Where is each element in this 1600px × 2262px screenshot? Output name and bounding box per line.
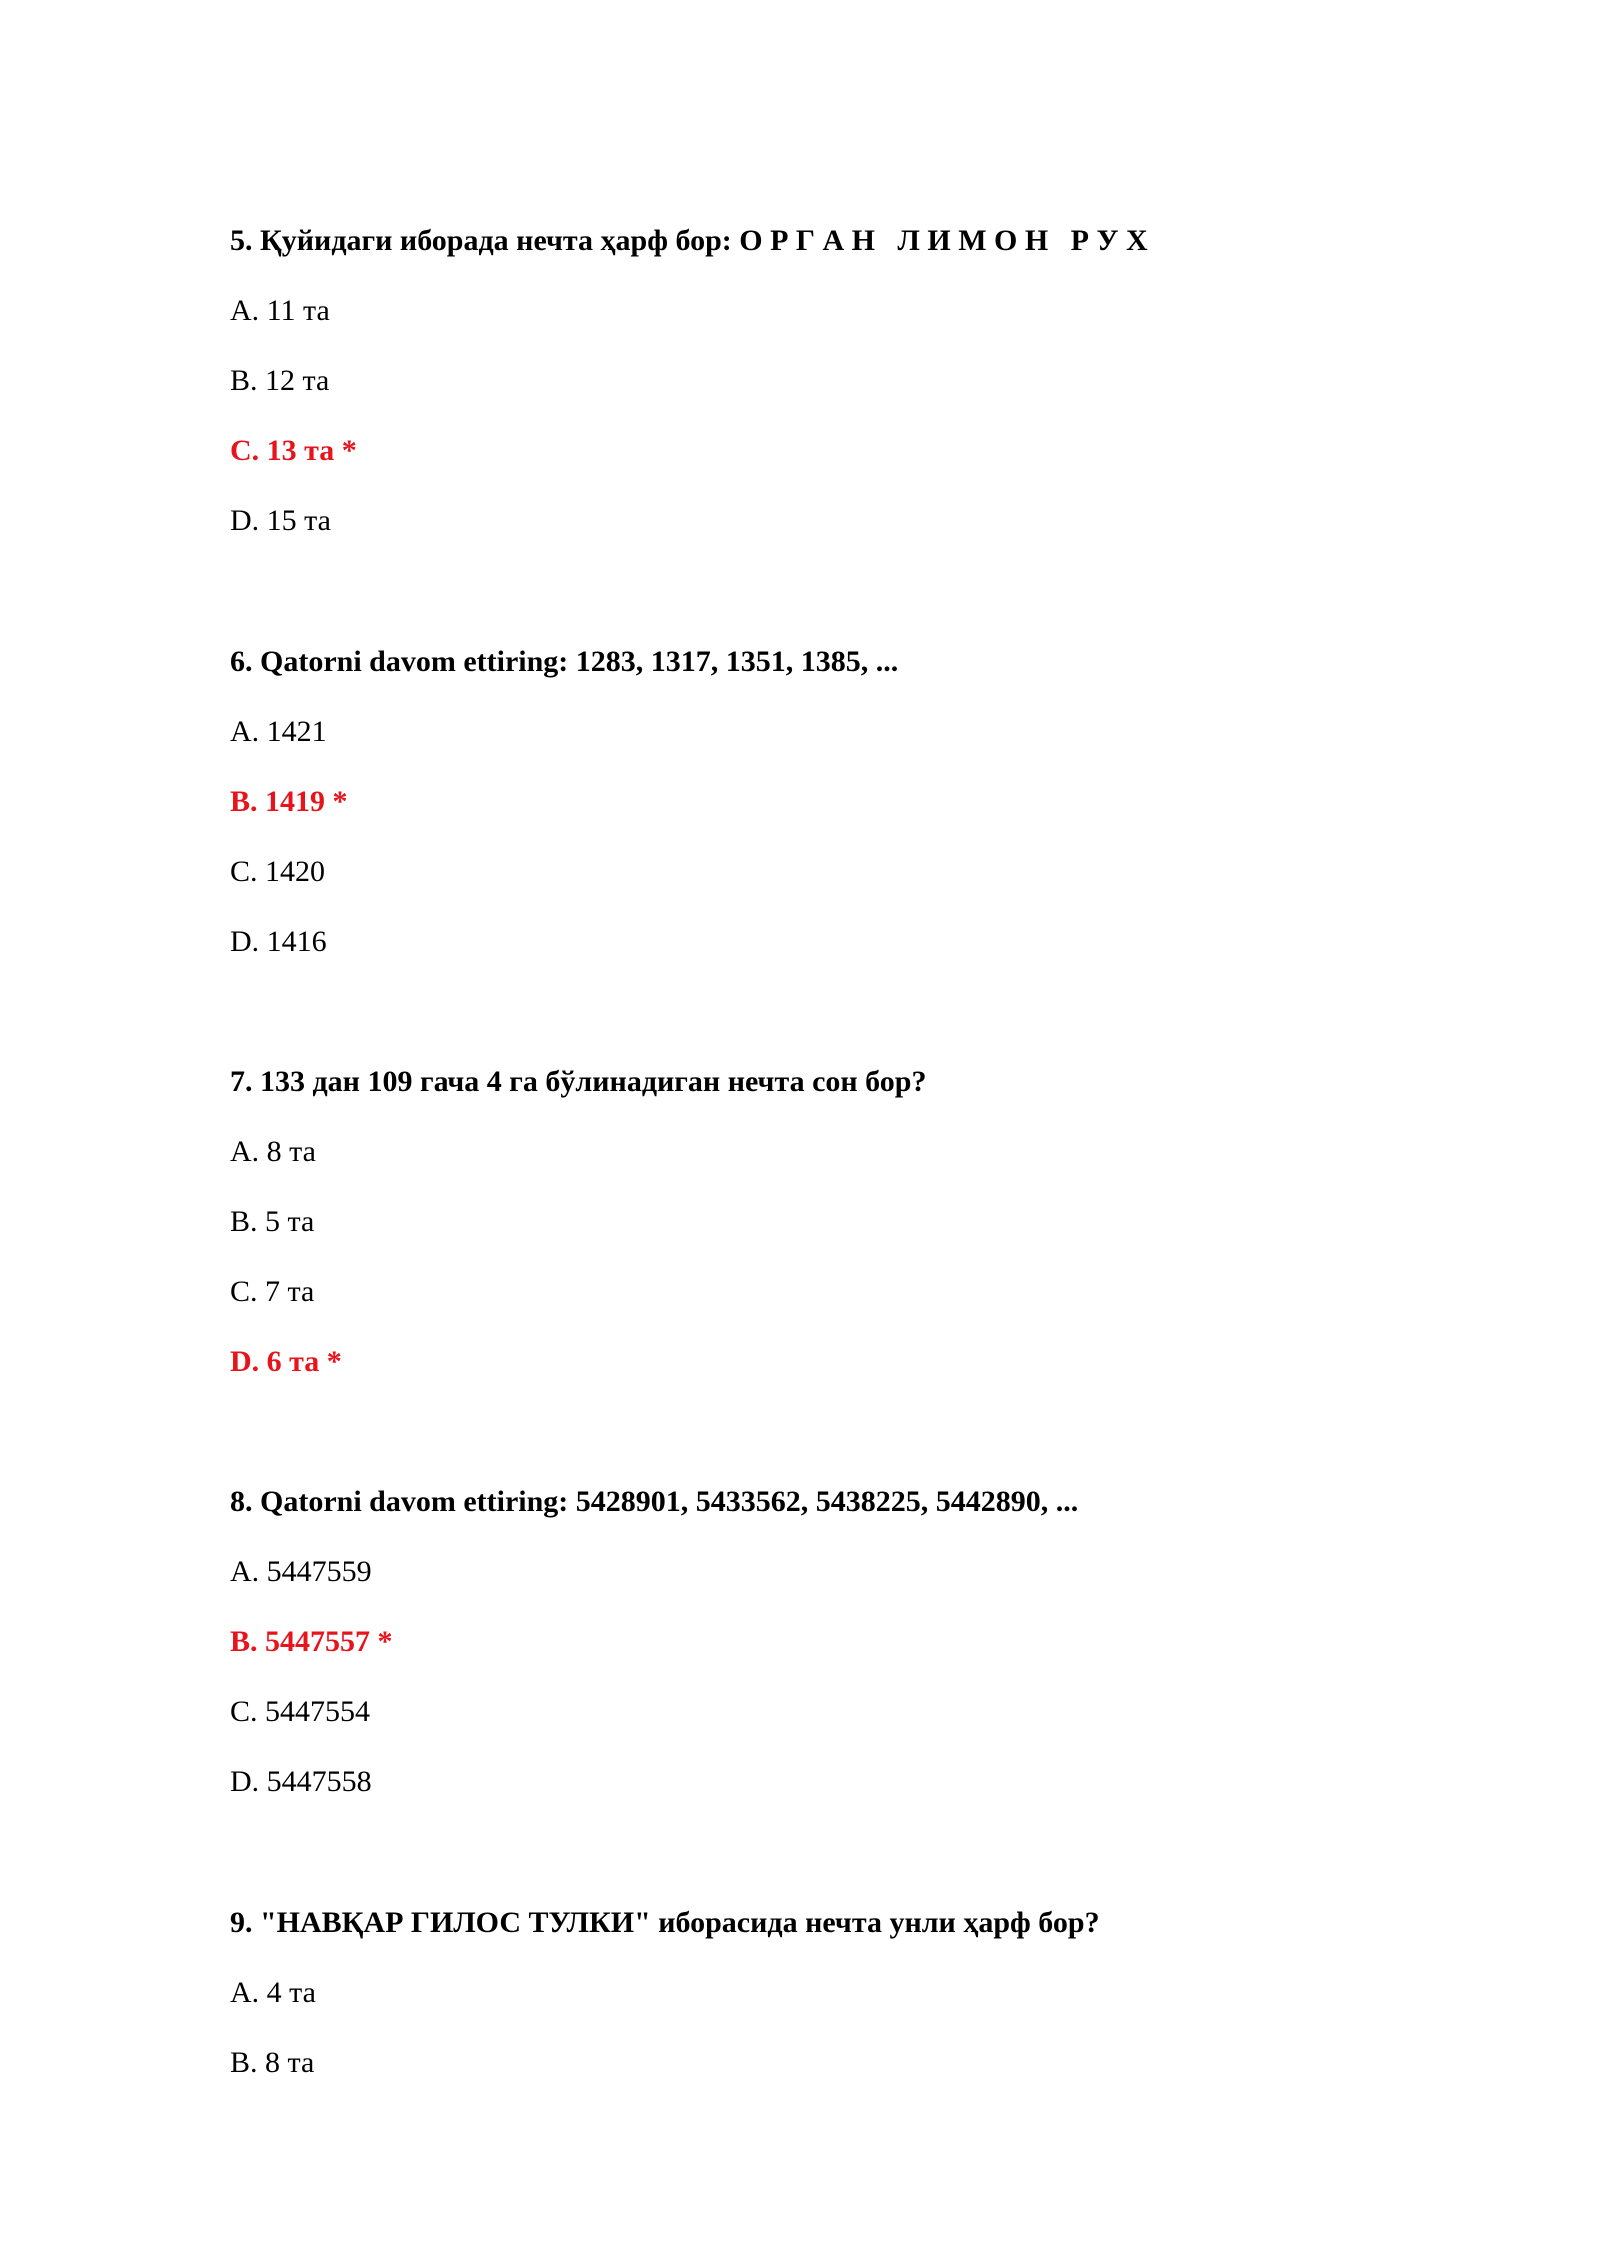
question-title: 8. Qatorni davom ettiring: 5428901, 5433562, 5438225, 5442890, ... [230, 1485, 1079, 1518]
answer-option-a: A. 5447559 [230, 1555, 372, 1588]
answer-option-b: B. 8 та [230, 2046, 315, 2079]
question-7 [230, 1064, 1530, 1380]
answer-option-d: D. 1416 [230, 925, 327, 958]
answer-option-c: C. 1420 [230, 855, 326, 888]
answer-option-d-correct: D. 6 та * [230, 1345, 342, 1378]
question-title: 5. Қуйидаги иборада нечта ҳарф бор: О Р Г А Н Л И М О Н Р У Х [230, 224, 1148, 257]
answer-option-a: A. 11 та [230, 294, 330, 327]
answer-option-c-correct: C. 13 та * [230, 434, 357, 467]
answer-option-d: D. 15 та [230, 504, 331, 537]
answer-option-a: A. 4 та [230, 1976, 316, 2009]
question-6 [230, 644, 1530, 960]
answer-option-b: B. 12 та [230, 364, 330, 397]
answer-option-b: B. 5 та [230, 1205, 315, 1238]
answer-option-a: A. 8 та [230, 1135, 316, 1168]
answer-option-a: A. 1421 [230, 715, 327, 748]
answer-option-c: C. 5447554 [230, 1695, 371, 1728]
answer-option-b-correct: B. 5447557 * [230, 1625, 393, 1658]
question-title: 9. "НАВҚАР ГИЛОС ТУЛКИ" иборасида нечта унли ҳарф бор? [230, 1906, 1100, 1939]
answer-option-d: D. 5447558 [230, 1765, 372, 1798]
answer-option-b-correct: B. 1419 * [230, 785, 348, 818]
question-9 [230, 1905, 1530, 2081]
answer-option-c: C. 7 та [230, 1275, 315, 1308]
question-title: 7. 133 дан 109 гача 4 га бўлинадиган нечта сон бор? [230, 1065, 927, 1098]
question-8 [230, 1484, 1530, 1800]
question-5 [230, 223, 1530, 539]
question-title: 6. Qatorni davom ettiring: 1283, 1317, 1351, 1385, ... [230, 645, 899, 678]
